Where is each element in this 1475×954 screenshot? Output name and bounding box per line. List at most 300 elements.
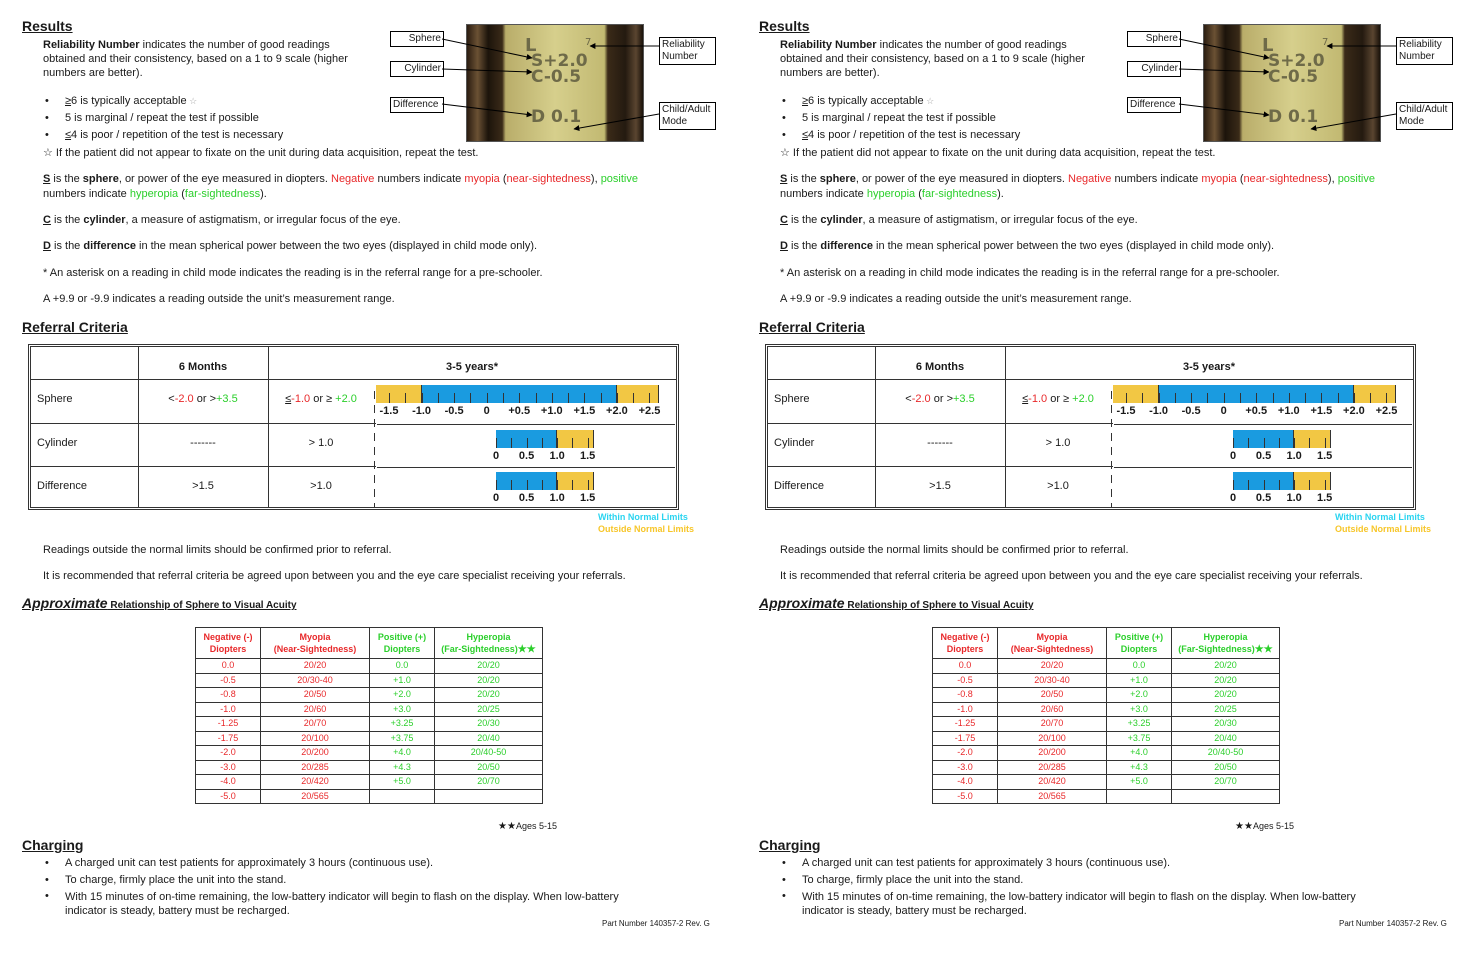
callout-text: Mode [662,116,688,127]
charging-heading: Charging [22,837,84,853]
table-row [933,775,1280,790]
text: ≤ [285,393,292,405]
scale-tick [542,438,543,448]
table-cell [1107,789,1172,804]
cylinder-3-5: > 1.0 [1045,437,1071,449]
divider [31,466,376,467]
legend-outside: Outside Normal Limits [1335,524,1432,534]
scale-tick [1309,438,1310,448]
table-cell: +2.0 [1107,688,1172,703]
reliability-text: numbers are better). [43,67,143,79]
table-cell: 20/40 [435,731,543,746]
bullet-text: 4 is poor / repetition of the test is necessary [808,129,1021,141]
text-hyperopia: hyperopia [129,188,179,200]
term: sphere [819,173,856,185]
table-cell: 20/25 [435,702,543,717]
star-icon: ☆ [186,96,198,106]
table-cell: -4.0 [196,775,261,790]
referral-heading: Referral Criteria [22,319,128,335]
text: numbers indicate [43,188,130,200]
text: +2.0 [335,393,357,405]
sphere-3-5 [1005,393,1111,405]
scale-tick-label: +1.0 [540,405,563,417]
scale-tick [405,393,406,403]
text: Ages 5-15 [1252,821,1294,831]
col-6-months: 6 Months [178,361,228,373]
text: ★★ [498,821,516,832]
table-cell: 0.0 [370,659,435,674]
bullet-text: 6 is typically acceptable [71,95,187,107]
col-header: Negative (-) Diopters [933,628,998,659]
table-cell: -1.75 [196,731,261,746]
divider [1111,391,1112,507]
scale-tick [519,393,520,403]
lcd-eye-indicator: L [525,35,537,56]
table-cell: 20/20 [1172,659,1280,674]
col-3-5-years: 3-5 years* [446,361,498,373]
fixate-note: ☆ If the patient did not appear to fixate on the unit during data acquisition, repeat the test. [43,147,479,159]
list-item [43,889,723,918]
approx-heading [759,595,1034,611]
term: cylinder [83,214,126,226]
table-cell: -1.0 [933,702,998,717]
scale-tick-label: 1.0 [549,492,565,504]
arrow-mode [574,114,659,129]
scale-tick [1294,480,1295,490]
table-cell: -5.0 [196,789,261,804]
scale-tick [1248,438,1249,448]
text: ), [1327,173,1338,185]
text: or > [193,393,216,405]
table-cell: 20/70 [435,775,543,790]
part-number: Part Number 140357-2 Rev. G [602,919,710,928]
scale-tick-label: +1.0 [1277,405,1300,417]
row-label-difference: Difference [37,480,87,492]
col-6-months: 6 Months [915,361,965,373]
scale-tick-label: 1.5 [1317,450,1333,462]
callout-difference: Difference [1127,97,1181,113]
scale-tick [588,438,589,448]
scale-tick-label: 0.5 [518,492,535,504]
scale-tick-label: +0.5 [508,405,531,417]
table-cell: 20/285 [998,760,1107,775]
table-cell: 20/30 [1172,717,1280,732]
table-cell: +4.3 [370,760,435,775]
legend-outside: Outside Normal Limits [598,524,695,534]
term: difference [83,240,136,252]
table-row [933,688,1280,703]
divider [768,379,1413,380]
scale-tick-label: 1.5 [1317,492,1333,504]
table-cell: 20/20 [435,673,543,688]
text: ( [499,173,507,185]
table-row [196,775,543,790]
scale-bar-segment [617,385,659,403]
text: Relationship of Sphere to Visual Acuity [107,600,297,611]
confirm-paragraph: Readings outside the normal limits should be confirmed prior to referral. [43,544,392,556]
callout-text: Child/Adult [662,104,711,115]
text: -2.0 [174,393,194,405]
scale-tick [470,393,471,403]
scale-tick [601,393,602,403]
text-near: near-sightedness [506,173,591,185]
text: Relationship of Sphere to Visual Acuity [844,600,1034,611]
scale-tick-label: +2.5 [638,405,661,417]
text: ( [178,188,185,200]
arrow-difference [1179,104,1269,115]
scale-tick [438,393,439,403]
table-cell: 20/20 [998,659,1107,674]
sphere-paragraph [43,172,723,201]
scale-tick [1325,480,1326,490]
acuity-table [932,627,1280,804]
col-header: Positive (+) Diopters [1107,628,1172,659]
text: ≤ [1022,393,1029,405]
table-cell: 20/70 [261,717,370,732]
text: Approximate [759,595,845,611]
text: • With 15 minutes of on-time remaining, the low-battery indicator will begin to flash on the display. When low-battery [65,891,619,903]
text: , or power of the eye measured in diopters. [855,173,1068,185]
scale-tick [1354,393,1355,403]
text: +3.5 [953,393,975,405]
text: ( [1236,173,1244,185]
table-row [933,746,1280,761]
ages-note [1235,821,1294,832]
reliability-text: indicates the number of good readings [876,39,1067,51]
sphere-3-5 [268,393,374,405]
charging-bullets [780,855,1460,918]
scale-tick-label: -1.5 [1116,405,1136,417]
divider [768,466,1113,467]
scale-tick-label: 1.0 [1286,450,1302,462]
referral-heading: Referral Criteria [759,319,865,335]
col-header: Hyperopia (Far-Sightedness)★★ [1172,628,1280,659]
scale-tick [1191,393,1192,403]
table-cell: 20/100 [998,731,1107,746]
scale-tick [552,393,553,403]
lcd-difference: D 0.1 [531,107,582,127]
ge-symbol: ≥ [802,95,809,107]
scale-tick [1279,438,1280,448]
table-cell: 20/565 [998,789,1107,804]
table-cell [370,789,435,804]
table-cell: +4.0 [370,746,435,761]
table-cell: -1.25 [196,717,261,732]
table-cell: 20/20 [261,659,370,674]
table-cell: 20/50 [261,688,370,703]
table-row [933,702,1280,717]
table-cell: 20/200 [261,746,370,761]
approx-heading [22,595,297,611]
scale-tick [1175,393,1176,403]
table-row [196,673,543,688]
star-icon: ☆ [923,96,935,106]
table-cell: +4.3 [1107,760,1172,775]
acuity-table [195,627,543,804]
text: numbers indicate [374,173,465,185]
scale-tick-label: +2.0 [1343,405,1365,417]
bullet-text: 5 is marginal / repeat the test if possible [802,112,996,124]
col-header: Negative (-) Diopters [196,628,261,659]
cylinder-scale [492,430,602,466]
table-cell: 20/25 [1172,702,1280,717]
difference-paragraph [43,239,537,253]
referral-table [28,344,679,510]
table-row [933,717,1280,732]
table-cell: -0.5 [933,673,998,688]
text: , a measure of astigmatism, or irregular focus of the eye. [125,214,401,226]
table-cell: 20/20 [435,659,543,674]
scale-tick [1370,393,1371,403]
divider [377,467,675,468]
text: is the [50,214,84,226]
scale-tick [454,393,455,403]
lcd-eye-indicator: L [1262,35,1274,56]
lcd-reliability-number: 7 [585,37,592,48]
results-heading: Results [22,18,73,34]
table-row [196,760,543,775]
table-row [196,717,543,732]
scale-tick [568,393,569,403]
callout-text: Mode [1399,116,1425,127]
scale-tick [1224,393,1225,403]
cylinder-paragraph [780,213,1138,227]
scale-tick-label: +0.5 [1245,405,1268,417]
scale-tick [1126,393,1127,403]
difference-3-5: >1.0 [310,480,332,492]
text-positive: positive [600,173,638,185]
range-paragraph: A +9.9 or -9.9 indicates a reading outside the unit’s measurement range. [43,293,395,305]
scale-bar-segment [1113,385,1159,403]
scale-tick-label: +1.5 [1310,405,1333,417]
text: , a measure of astigmatism, or irregular focus of the eye. [862,214,1138,226]
difference-scale [492,472,602,508]
reliability-term: Reliability Number [780,39,877,51]
callout-text: Number [662,51,698,62]
scale-tick [1305,393,1306,403]
scale-tick [1273,393,1274,403]
legend-within: Within Normal Limits [1335,512,1425,522]
text: +3.5 [216,393,238,405]
scale-tick [1386,393,1387,403]
le-symbol: ≤ [65,129,72,141]
scale-tick [1321,393,1322,403]
text: numbers indicate [780,188,867,200]
scale-tick-label: 1.0 [549,450,565,462]
text-hyperopia: hyperopia [866,188,916,200]
table-cell: 20/30-40 [261,673,370,688]
callout-cylinder: Cylinder [1127,61,1181,77]
table-cell: 20/20 [435,688,543,703]
callout-arrows [737,0,1474,150]
legend-within: Within Normal Limits [598,512,688,522]
callout-sphere: Sphere [1127,31,1181,47]
scale-tick [1279,480,1280,490]
text-negative: Negative [1068,173,1112,185]
scale-tick [633,393,634,403]
scale-tick [1233,480,1234,490]
arrow-cylinder [442,69,532,72]
term: cylinder [820,214,863,226]
reliability-text: obtained and their consistency, based on a 1 to 9 scale (higher [780,53,1085,65]
sphere-scale [379,385,665,425]
cylinder-scale [1229,430,1339,466]
text: in the mean spherical power between the two eyes (displayed in child mode only). [872,240,1275,252]
table-row [933,731,1280,746]
manual-page [737,0,1474,954]
table-cell: -1.25 [933,717,998,732]
text: ). [260,188,267,200]
scale-tick-label: 0 [492,492,500,504]
divider [31,379,676,380]
table-cell: 20/420 [998,775,1107,790]
text: numbers indicate [1111,173,1202,185]
table-cell: 20/60 [998,702,1107,717]
cylinder-paragraph [43,213,401,227]
list-item: • A charged unit can test patients for approximately 3 hours (continuous use). [43,855,723,872]
scale-tick-label: +1.5 [573,405,596,417]
reliability-text: obtained and their consistency, based on a 1 to 9 scale (higher [43,53,348,65]
table-cell: 20/50 [1172,760,1280,775]
difference-3-5: >1.0 [1047,480,1069,492]
table-cell: 20/50 [998,688,1107,703]
row-label-sphere: Sphere [774,393,810,405]
reliability-text: numbers are better). [780,67,880,79]
list-item: • To charge, firmly place the unit into the stand. [43,872,723,889]
scale-tick [1338,393,1339,403]
scale-tick [1294,438,1295,448]
manual-page [0,0,737,954]
cylinder-3-5: > 1.0 [308,437,334,449]
scale-tick [1325,438,1326,448]
table-cell: 0.0 [196,659,261,674]
table-row [933,673,1280,688]
text: , or power of the eye measured in diopters. [118,173,331,185]
arrow-sphere [442,39,532,58]
divider [768,423,1113,424]
table-row [196,731,543,746]
scale-tick [557,480,558,490]
scale-tick [588,480,589,490]
scale-tick [1256,393,1257,403]
scale-tick [649,393,650,403]
charging-bullets [43,855,723,918]
text: is the [50,173,83,185]
table-cell: 20/20 [1172,688,1280,703]
text-near: near-sightedness [1243,173,1328,185]
text: -1.0 [291,393,311,405]
scale-tick [572,480,573,490]
table-cell: 20/420 [261,775,370,790]
scale-tick [617,393,618,403]
scale-tick [542,480,543,490]
text: indicator is steady, battery must be recharged. [802,905,1027,917]
bullet-text: 6 is typically acceptable [808,95,924,107]
lcd-cylinder: C-0.5 [531,67,582,87]
ages-note [498,821,557,832]
scale-tick [496,438,497,448]
table-cell: 20/40-50 [1172,746,1280,761]
scale-tick-label: -1.0 [412,405,432,417]
bullet-text: 5 is marginal / repeat the test if possible [65,112,259,124]
letter-s: S [43,173,51,185]
recommend-paragraph: It is recommended that referral criteria be agreed upon between you and the eye care specialist receiving your referrals. [43,570,626,582]
scale-tick [496,480,497,490]
difference-scale [1229,472,1339,508]
text: +2.0 [1072,393,1094,405]
divider [374,391,375,507]
table-cell [435,789,543,804]
text: -1.0 [1028,393,1048,405]
cylinder-6m: ------- [190,437,216,449]
list-item: • A charged unit can test patients for approximately 3 hours (continuous use). [780,855,1460,872]
scale-tick [1309,480,1310,490]
scale-tick [1233,438,1234,448]
term: sphere [82,173,119,185]
callout-text: Child/Adult [1399,104,1448,115]
list-item: • To charge, firmly place the unit into the stand. [780,872,1460,889]
table-cell: 20/50 [435,760,543,775]
scale-tick-label: 0.5 [518,450,535,462]
table-row [196,702,543,717]
table-row [196,659,543,674]
lcd-reliability-number: 7 [1322,37,1329,48]
scale-tick-label: -1.0 [1149,405,1169,417]
row-label-cylinder: Cylinder [774,437,815,449]
range-paragraph: A +9.9 or -9.9 indicates a reading outside the unit’s measurement range. [780,293,1132,305]
text: or > [930,393,953,405]
difference-6m: >1.5 [192,480,214,492]
asterisk-paragraph: * An asterisk on a reading in child mode indicates the reading is in the referral range for a pre-schooler. [780,267,1280,279]
text: < [168,393,175,405]
table-cell: -5.0 [933,789,998,804]
text: -2.0 [911,393,931,405]
text-far: far-sightedness [921,188,998,200]
scale-bar-segment [376,385,422,403]
asterisk-paragraph: * An asterisk on a reading in child mode indicates the reading is in the referral range for a pre-schooler. [43,267,543,279]
text: or ≥ [1047,393,1073,405]
table-cell: 0.0 [1107,659,1172,674]
scale-tick [584,393,585,403]
table-cell: 20/285 [261,760,370,775]
callout-arrows [0,0,737,150]
scale-tick [1240,393,1241,403]
recommend-paragraph: It is recommended that referral criteria be agreed upon between you and the eye care specialist receiving your referrals. [780,570,1363,582]
text: is the [787,240,821,252]
text: < [905,393,912,405]
lcd-sphere: S+2.0 [1268,51,1325,71]
arrow-mode [1311,114,1396,129]
scale-tick [536,393,537,403]
scale-tick-label: 0 [1229,450,1237,462]
table-cell: +3.0 [370,702,435,717]
list-item [780,889,1460,918]
col-header: Positive (+) Diopters [370,628,435,659]
table-cell: 0.0 [933,659,998,674]
table-cell: +3.75 [1107,731,1172,746]
text: or ≥ [310,393,336,405]
table-cell: +3.75 [370,731,435,746]
table-row [196,688,543,703]
lcd-difference: D 0.1 [1268,107,1319,127]
arrow-sphere [1179,39,1269,58]
text-myopia: myopia [464,173,500,185]
table-cell: 20/100 [261,731,370,746]
scale-bar-segment [1354,385,1396,403]
table-cell: +3.0 [1107,702,1172,717]
scale-tick-label: -0.5 [1181,405,1201,417]
table-cell: +2.0 [370,688,435,703]
